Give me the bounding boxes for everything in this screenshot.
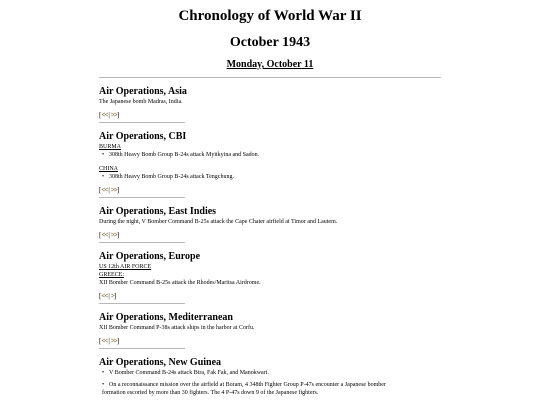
prev-arrow-icon[interactable]: << bbox=[101, 337, 108, 345]
section-title: Air Operations, Mediterranean bbox=[99, 312, 233, 323]
section-title: Air Operations, Europe bbox=[99, 251, 201, 262]
prev-arrow-icon[interactable]: << bbox=[101, 231, 108, 239]
nav-links: [<<|>>] bbox=[99, 231, 120, 239]
section-divider bbox=[99, 197, 185, 198]
section-text: XII Bomber Command P-38s attack ships in the harbor at Corfu. bbox=[99, 325, 255, 331]
next-arrow-icon[interactable]: >> bbox=[110, 231, 117, 239]
section-title: Air Operations, CBI bbox=[99, 131, 187, 142]
section-text: XII Bomber Command B-25s attack the Rhodes/Maritsa Airdrome. bbox=[99, 280, 261, 286]
prev-arrow-icon[interactable]: << bbox=[101, 111, 108, 119]
subsection-burma[interactable]: BURMA bbox=[99, 144, 122, 150]
page-title: Chronology of World War II bbox=[178, 8, 362, 24]
section-divider bbox=[99, 303, 185, 304]
section-text: The Japanese bomb Madras, India. bbox=[99, 99, 183, 105]
subsection-china[interactable]: CHINA bbox=[99, 166, 118, 172]
nav-links: [<<|>>] bbox=[99, 337, 120, 345]
page-subtitle-month: October 1943 bbox=[229, 35, 311, 50]
content bbox=[99, 86, 439, 397]
nav-links: [<<|>>] bbox=[99, 186, 120, 194]
section-text: During the night, V Bomber Command B-25s attack the Cape Chater airfield at Timor and Lautem. bbox=[99, 219, 338, 225]
section-title: Air Operations, New Guinea bbox=[99, 357, 222, 368]
next-arrow-icon[interactable]: >> bbox=[110, 186, 117, 194]
header-divider bbox=[99, 77, 441, 78]
section-east-indies bbox=[99, 206, 439, 243]
subsection-greece[interactable]: GREECE: bbox=[99, 272, 124, 278]
list-item: • On a reconnaissance mission over the airfield at Boram, 4 348th Fighter Group P-47s encounter a Japanese bomber bbox=[102, 382, 386, 388]
section-divider bbox=[99, 242, 185, 243]
section-mediterranean bbox=[99, 312, 439, 349]
section-cbi bbox=[99, 131, 439, 198]
list-item: • 308th Heavy Bomb Group B-24s attack Myitkyina and Sadon. bbox=[102, 152, 260, 158]
page-date: Monday, October 11 bbox=[226, 59, 314, 70]
section-asia bbox=[99, 86, 439, 123]
next-arrow-icon[interactable]: > bbox=[110, 292, 114, 300]
nav-links: [<<|>>] bbox=[99, 111, 120, 119]
next-arrow-icon[interactable]: >> bbox=[110, 337, 117, 345]
list-item: • V Bomber Command B-24s attack Bira, Fak Fak, and Manokwari. bbox=[102, 370, 269, 376]
section-title: Air Operations, Asia bbox=[99, 86, 187, 97]
list-item: • 308th Heavy Bomb Group B-24s attack Tengchung. bbox=[102, 174, 234, 180]
next-arrow-icon[interactable]: >> bbox=[110, 111, 117, 119]
section-europe bbox=[99, 251, 439, 304]
section-divider bbox=[99, 122, 185, 123]
section-divider bbox=[99, 348, 185, 349]
prev-arrow-icon[interactable]: << bbox=[101, 292, 108, 300]
nav-links: [<<|>] bbox=[99, 292, 117, 300]
prev-arrow-icon[interactable]: << bbox=[101, 186, 108, 194]
subsection-us-12th-air-force[interactable]: US 12th AIR FORCE bbox=[99, 264, 152, 270]
list-item-continuation: formation escorted by more than 30 fighters. The 4 P-47s down 9 of the Japanese fighters. bbox=[102, 390, 319, 396]
section-title: Air Operations, East Indies bbox=[99, 206, 217, 217]
section-new-guinea bbox=[99, 357, 439, 397]
